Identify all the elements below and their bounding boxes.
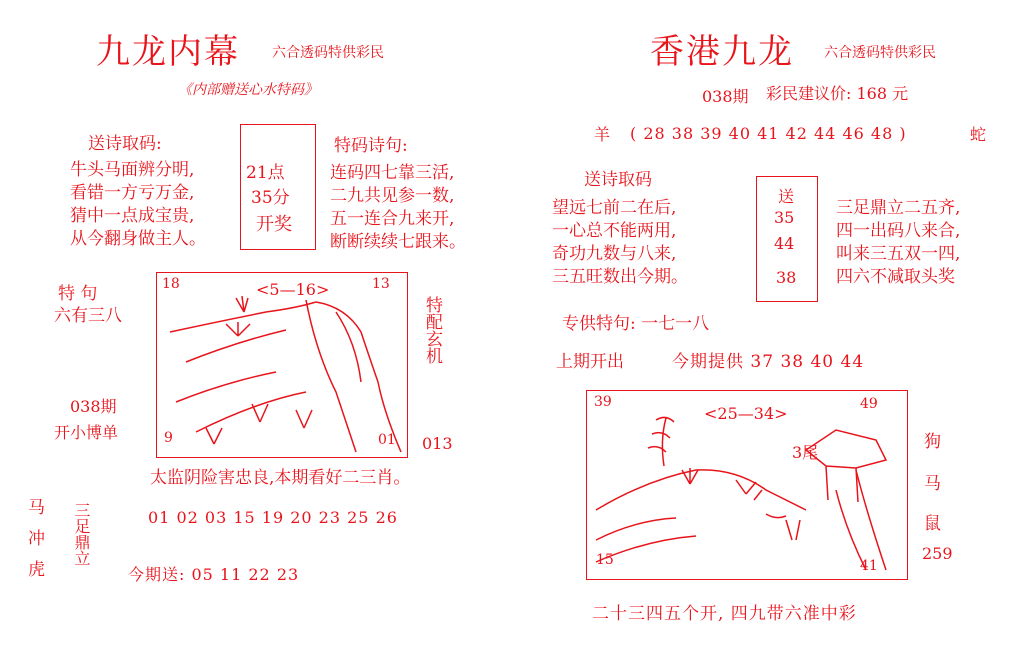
right-zhuangong: 专供特句: 一七一八 [562, 314, 710, 334]
left-special-line-2: 二九共见参一数, [330, 186, 455, 206]
left-poem-line-1: 牛头马面辨分明, [70, 160, 195, 180]
right-poem2-line-1: 三足鼎立二五齐, [836, 198, 961, 218]
right-pic-bl: 15 [596, 552, 614, 568]
left-sanzu-dingli: 三足鼎立 [72, 502, 91, 566]
left-special-line-3: 五一连合九来开, [330, 209, 455, 229]
right-pic-mid: 3尾 [792, 443, 819, 462]
left-inner-note: 《内部赠送心水特码》 [178, 82, 318, 98]
right-poem-line-1: 望远七前二在后, [552, 198, 677, 218]
right-bottom-line: 二十三四五个开, 四九带六准中彩 [592, 604, 857, 624]
right-she-label: 蛇 [970, 125, 987, 144]
right-poem2-line-4: 四六不减取头奖 [836, 267, 955, 287]
right-pic-range: <25—34> [704, 404, 788, 423]
right-zodiac-2: 马 [924, 474, 941, 494]
left-title: 九龙内幕 [96, 32, 240, 72]
left-poem-line-4: 从今翻身做主人。 [70, 229, 206, 249]
left-pei-text: 特配玄机 [422, 296, 442, 364]
right-jinqi: 今期提供 37 38 40 44 [672, 352, 865, 372]
left-issue: 038期 [70, 397, 117, 416]
left-numbers-line: 01 02 03 15 19 20 23 25 26 [148, 508, 398, 527]
right-yang-numbers: ( 28 38 39 40 41 42 44 46 48 ) [630, 124, 907, 143]
left-poem-line-2: 看错一方亏万金, [70, 183, 195, 203]
time-box-open: 开奖 [256, 214, 292, 235]
right-zodiac-1: 狗 [924, 432, 941, 452]
left-pic-bl: 9 [164, 430, 173, 446]
right-poem-label: 送诗取码 [584, 170, 652, 190]
left-pic-range: <5—16> [256, 280, 330, 299]
left-poem-label: 送诗取码: [88, 134, 162, 154]
right-title: 香港九龙 [650, 32, 794, 72]
left-pic-extra: 013 [422, 434, 453, 453]
right-issue: 038期 [702, 87, 749, 106]
left-kai-text: 开小博单 [54, 423, 119, 442]
left-teju-label: 特 句 [58, 284, 98, 304]
right-subtitle: 六合透码特供彩民 [824, 45, 936, 61]
left-pic-tr: 13 [372, 276, 390, 292]
left-pic-br: 01 [378, 432, 396, 448]
right-pic-tl: 39 [594, 394, 612, 410]
left-pic-tl: 18 [162, 276, 180, 292]
right-poem2-line-2: 四一出码八来合, [836, 221, 961, 241]
left-jinqi-line: 今期送: 05 11 22 23 [128, 565, 300, 584]
left-special-line-1: 连码四七靠三活, [330, 163, 455, 183]
left-landscape-drawing [156, 272, 408, 458]
right-shangqi: 上期开出 [556, 352, 624, 372]
send-box-num-3: 38 [776, 268, 797, 287]
right-poem-line-2: 一心总不能两用, [552, 221, 677, 241]
send-box-label: 送 [778, 187, 795, 206]
left-ma-chong-hu: 马冲虎 [24, 498, 44, 591]
right-zodiac-3: 鼠 [924, 514, 941, 534]
send-box-num-2: 44 [774, 234, 795, 253]
right-poem-line-3: 奇功九数与八来, [552, 244, 677, 264]
right-price: 彩民建议价: 168 元 [766, 84, 909, 103]
send-box-num-1: 35 [774, 208, 795, 227]
left-special-line-4: 断断续续七跟来。 [330, 232, 466, 252]
left-poem-line-3: 猜中一点成宝贵, [70, 206, 195, 226]
left-subtitle: 六合透码特供彩民 [272, 45, 384, 61]
right-poem2-line-3: 叫来三五双一四, [836, 244, 961, 264]
right-yang-label: 羊 [594, 125, 611, 144]
right-pic-br: 41 [860, 558, 878, 574]
right-side-number: 259 [922, 544, 953, 563]
time-box-hour: 21点 [246, 163, 285, 183]
right-poem-line-4: 三五旺数出今期。 [552, 267, 688, 287]
time-box-minute: 35分 [251, 188, 290, 208]
right-pic-tr: 49 [860, 396, 878, 412]
left-teju-text: 六有三八 [54, 306, 122, 326]
left-taijian-line: 太监阴险害忠良,本期看好二三肖。 [150, 468, 411, 488]
left-special-poem-label: 特码诗句: [334, 136, 408, 156]
